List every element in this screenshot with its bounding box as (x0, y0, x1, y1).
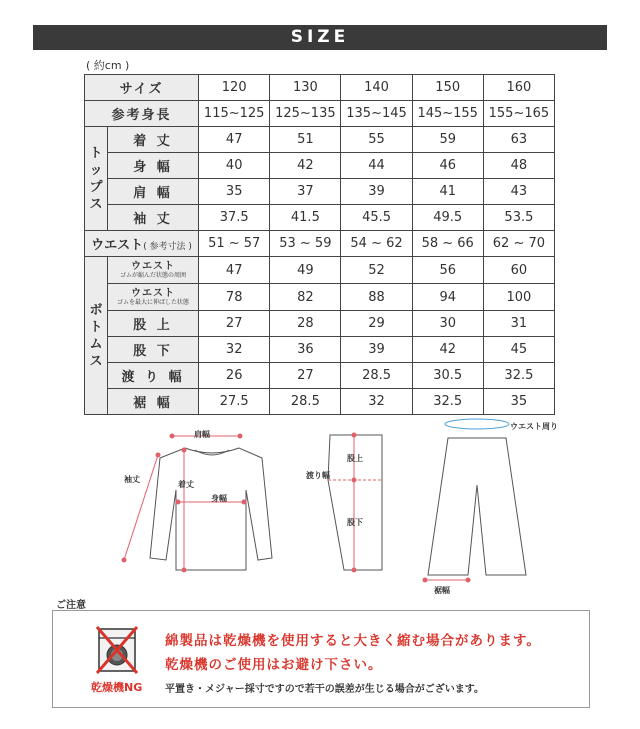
length-label: 着丈 (178, 480, 194, 489)
value-cell: 88 (341, 284, 412, 311)
value-cell: 48 (483, 153, 554, 179)
value-cell: 45.5 (341, 205, 412, 231)
value-cell: 41 (412, 179, 483, 205)
value-cell: 39 (341, 179, 412, 205)
size-cell: 160 (483, 75, 554, 101)
value-cell: 52 (341, 257, 412, 284)
value-cell: 45 (483, 337, 554, 363)
row-label: ウエスト ゴムを最大に伸ばした状態 (108, 284, 199, 311)
notice-box (52, 610, 590, 708)
value-cell: 30.5 (412, 363, 483, 389)
ng-label: 乾燥機NG (91, 681, 143, 694)
value-cell: 27 (199, 311, 270, 337)
value-cell: 41.5 (270, 205, 341, 231)
value-cell: 56 (412, 257, 483, 284)
value-cell: 28 (270, 311, 341, 337)
value-cell: 27 (270, 363, 341, 389)
table-row (85, 101, 555, 127)
value-cell: 82 (270, 284, 341, 311)
row-label: 渡 り 幅 (108, 363, 199, 389)
value-cell: 44 (341, 153, 412, 179)
size-cell: 150 (412, 75, 483, 101)
height-cell: 115~125 (199, 101, 270, 127)
row-label: 股 下 (108, 337, 199, 363)
value-cell: 54 ~ 62 (341, 231, 412, 257)
value-cell: 29 (341, 311, 412, 337)
height-cell: 125~135 (270, 101, 341, 127)
value-cell: 47 (199, 257, 270, 284)
value-cell: 26 (199, 363, 270, 389)
row-label: 身 幅 (108, 153, 199, 179)
rise-label: 股上 (347, 454, 363, 463)
size-cell: 130 (270, 75, 341, 101)
value-cell: 32.5 (412, 389, 483, 415)
table-row (85, 363, 555, 389)
value-cell: 94 (412, 284, 483, 311)
value-cell: 28.5 (270, 389, 341, 415)
value-cell: 37 (270, 179, 341, 205)
value-cell: 78 (199, 284, 270, 311)
height-header: 参考身長 (85, 101, 199, 127)
value-cell: 63 (483, 127, 554, 153)
table-row (85, 179, 555, 205)
value-cell: 60 (483, 257, 554, 284)
measurement-diagram (0, 410, 640, 595)
table-row (85, 153, 555, 179)
size-table (84, 74, 555, 415)
value-cell: 62 ~ 70 (483, 231, 554, 257)
size-cell: 120 (199, 75, 270, 101)
row-label: 着 丈 (108, 127, 199, 153)
height-cell: 155~165 (483, 101, 554, 127)
body-width-label: 身幅 (211, 494, 227, 503)
table-row (85, 284, 555, 311)
value-cell: 36 (270, 337, 341, 363)
table-row (85, 257, 555, 284)
value-cell: 43 (483, 179, 554, 205)
value-cell: 55 (341, 127, 412, 153)
measurement-note: 平置き・メジャー採寸ですので若干の誤差が生じる場合がございます。 (165, 684, 484, 695)
row-label: 股 上 (108, 311, 199, 337)
size-header: サイズ (85, 75, 199, 101)
value-cell: 53.5 (483, 205, 554, 231)
warning-text-1: 綿製品は乾燥機を使用すると大きく縮む場合があります。 (165, 633, 541, 649)
value-cell: 42 (270, 153, 341, 179)
value-cell: 40 (199, 153, 270, 179)
value-cell: 35 (483, 389, 554, 415)
value-cell: 35 (199, 179, 270, 205)
table-row (85, 231, 555, 257)
value-cell: 49 (270, 257, 341, 284)
table-row (85, 75, 555, 101)
shirt-outline-icon (150, 448, 272, 570)
table-row (85, 127, 555, 153)
size-cell: 140 (341, 75, 412, 101)
value-cell: 46 (412, 153, 483, 179)
bottoms-group-label: ボ ト ム ス (85, 257, 108, 415)
notice-title: ご注意 (56, 600, 86, 611)
row-label: 袖 丈 (108, 205, 199, 231)
unit-note: ( 約cm ) (86, 59, 130, 72)
row-label: 裾 幅 (108, 389, 199, 415)
value-cell: 39 (341, 337, 412, 363)
waist-around-label: ウエスト周り (510, 422, 558, 431)
table-row (85, 311, 555, 337)
warning-text-2: 乾燥機のご使用はお避け下さい。 (165, 657, 383, 673)
value-cell: 42 (412, 337, 483, 363)
pants-front-icon (428, 438, 526, 575)
value-cell: 27.5 (199, 389, 270, 415)
thigh-label: 渡り幅 (306, 471, 330, 480)
value-cell: 58 ~ 66 (412, 231, 483, 257)
table-row (85, 337, 555, 363)
no-dryer-icon (95, 625, 139, 675)
tops-group-label: ト ッ プ ス (85, 127, 108, 231)
hem-label: 裾幅 (434, 586, 450, 595)
value-cell: 100 (483, 284, 554, 311)
value-cell: 32.5 (483, 363, 554, 389)
shoulder-label: 肩幅 (194, 430, 210, 439)
sleeve-label: 袖丈 (124, 475, 140, 484)
value-cell: 32 (199, 337, 270, 363)
value-cell: 28.5 (341, 363, 412, 389)
table-row (85, 205, 555, 231)
value-cell: 51 (270, 127, 341, 153)
value-cell: 37.5 (199, 205, 270, 231)
height-cell: 145~155 (412, 101, 483, 127)
value-cell: 51 ~ 57 (199, 231, 270, 257)
inseam-label: 股下 (347, 518, 363, 527)
waist-ref-label: ウエスト( 参考寸法 ) (85, 231, 199, 257)
row-label: ウエスト ゴムが縮んだ状態の周囲 (108, 257, 199, 284)
size-banner: SIZE (33, 25, 607, 50)
value-cell: 53 ~ 59 (270, 231, 341, 257)
row-label: 肩 幅 (108, 179, 199, 205)
value-cell: 49.5 (412, 205, 483, 231)
value-cell: 32 (341, 389, 412, 415)
value-cell: 59 (412, 127, 483, 153)
value-cell: 47 (199, 127, 270, 153)
value-cell: 30 (412, 311, 483, 337)
value-cell: 31 (483, 311, 554, 337)
height-cell: 135~145 (341, 101, 412, 127)
